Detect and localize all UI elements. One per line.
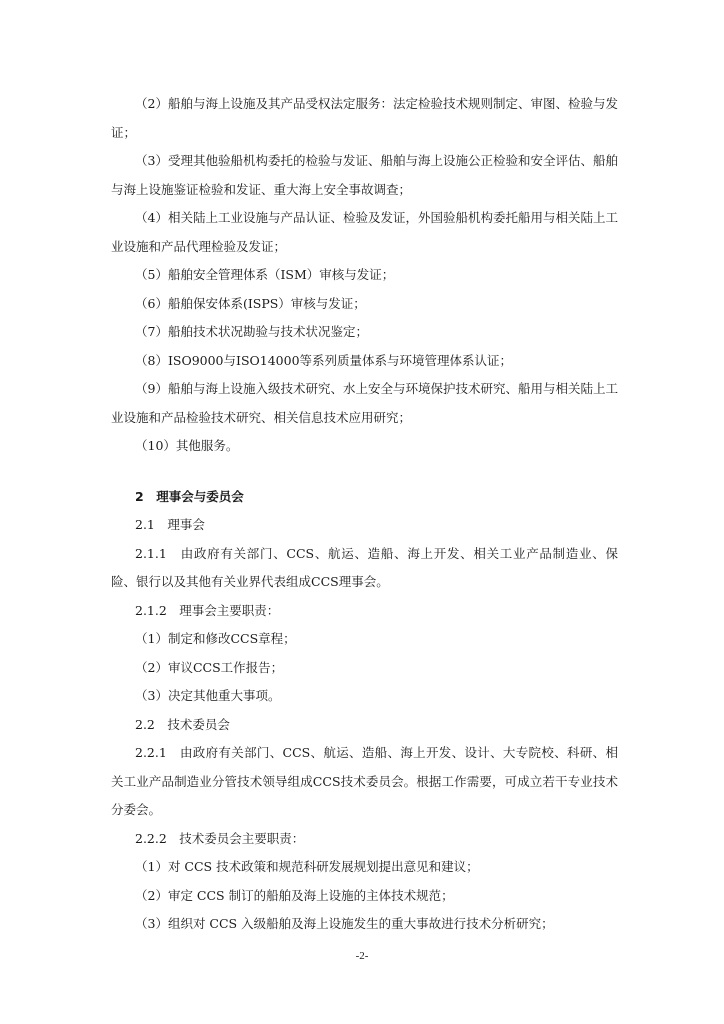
paragraph: （10）其他服务。 bbox=[135, 438, 239, 453]
subsection-heading: 2.1 理事会 bbox=[135, 517, 205, 532]
paragraph: （1）对 CCS 技术政策和规范科研发展规划提出意见和建议； bbox=[135, 859, 479, 874]
section-heading: 2 理事会与委员会 bbox=[135, 488, 244, 504]
paragraph: （7）船舶技术状况勘验与技术状况鉴定； bbox=[135, 324, 368, 339]
paragraph: 2.2.2 技术委员会主要职责： bbox=[135, 830, 305, 846]
paragraph: （5）船舶安全管理体系（ISM）审核与发证； bbox=[135, 267, 395, 282]
subsection-heading: 2.2 技术委员会 bbox=[135, 716, 230, 732]
paragraph: （4）相关陆上工业设施与产品认证、检验及发证，外国验船机构委托船用与相关陆上工业设施和产品代理检验及发证； bbox=[111, 210, 618, 254]
paragraph: （6）船舶保安体系(ISPS）审核与发证； bbox=[135, 295, 366, 311]
paragraph: 2.2.1 由政府有关部门、CCS、航运、造船、海上开发、设计、大专院校、科研、相关工业产品制造业分管技术领导组成CCS技术委员会。根据工作需要，可成立若干专业技术分委会。 bbox=[111, 745, 618, 817]
paragraph: （2）审议CCS工作报告； bbox=[135, 659, 284, 675]
paragraph: 2.1.2 理事会主要职责： bbox=[135, 602, 280, 618]
paragraph: （2）船舶与海上设施及其产品受权法定服务：法定检验技术规则制定、审图、检验与发证； bbox=[111, 96, 618, 140]
paragraph: （2）审定 CCS 制订的船舶及海上设施的主体技术规范； bbox=[135, 887, 454, 903]
paragraph: 2.1.1 由政府有关部门、CCS、航运、造船、海上开发、相关工业产品制造业、保险、银行以及其他有关业界代表组成CCS理事会。 bbox=[111, 545, 618, 589]
paragraph: （3）受理其他验船机构委托的检验与发证、船舶与海上设施公正检验和安全评估、船舶与海上设施鉴证检验和发证、重大海上安全事故调查； bbox=[111, 153, 618, 197]
paragraph: （3）决定其他重大事项。 bbox=[135, 688, 281, 703]
page-body bbox=[111, 90, 618, 939]
page-number: -2- bbox=[355, 950, 369, 962]
section-gap bbox=[111, 461, 618, 483]
paragraph: （1）制定和修改CCS章程； bbox=[135, 631, 296, 646]
paragraph: （9）船舶与海上设施入级技术研究、水上安全与环境保护技术研究、船用与相关陆上工业设施和产品检验技术研究、相关信息技术应用研究； bbox=[111, 381, 618, 425]
paragraph: （8）ISO9000与ISO14000等系列质量体系与环境管理体系认证； bbox=[135, 352, 513, 368]
paragraph: （3）组织对 CCS 入级船舶及海上设施发生的重大事故进行技术分析研究； bbox=[135, 916, 554, 931]
